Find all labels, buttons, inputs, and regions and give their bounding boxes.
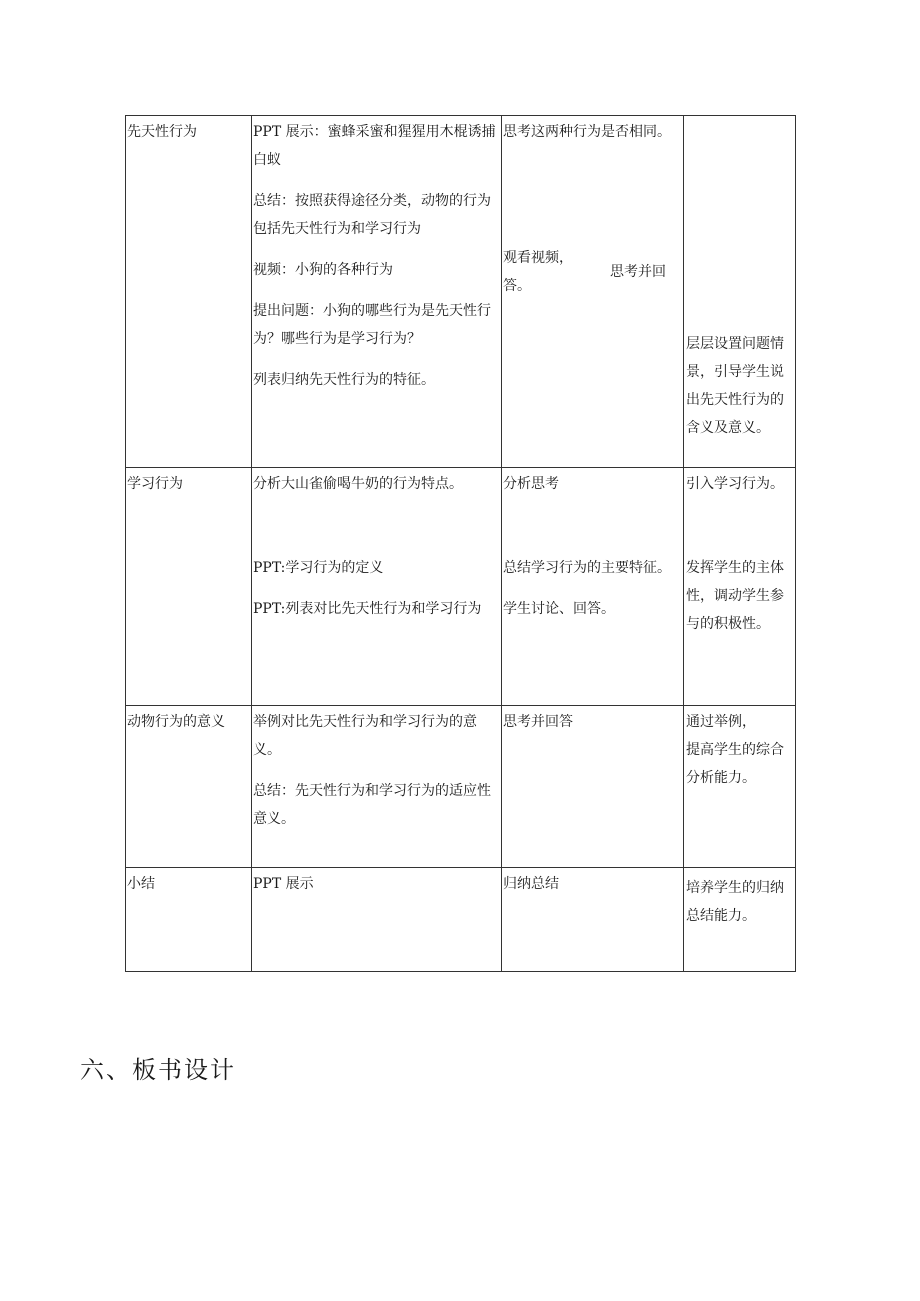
student-activity-cell xyxy=(502,706,684,868)
teacher-activity-text: 视频：小狗的各种行为 xyxy=(253,262,393,278)
section-heading: 六、板书设计 xyxy=(80,1056,236,1084)
student-activity-text: 观看视频， xyxy=(503,250,573,266)
topic-label: 动物行为的意义 xyxy=(127,714,225,730)
student-activity-text: 学生讨论、回答。 xyxy=(503,601,615,617)
student-activity-cell xyxy=(502,468,684,706)
student-activity-cell xyxy=(502,868,684,972)
teacher-activity-text: 分析大山雀偷喝牛奶的行为特点。 xyxy=(253,476,463,492)
table-row xyxy=(126,868,796,972)
teacher-activity-text: 总结：按照获得途径分类，动物的行为包括先天性行为和学习行为 xyxy=(253,193,491,237)
design-intent-text: 发挥学生的主体性，调动学生参与的积极性。 xyxy=(686,560,784,632)
teacher-activity-cell xyxy=(252,868,502,972)
teacher-activity-text: PPT:学习行为的定义 xyxy=(253,560,384,576)
teacher-activity-cell xyxy=(252,468,502,706)
student-activity-text: 答。 xyxy=(503,278,531,294)
topic-cell xyxy=(126,116,252,468)
lesson-plan-table xyxy=(125,115,796,972)
design-intent-text: 通过举例， xyxy=(686,714,756,730)
design-intent-text: 引入学习行为。 xyxy=(686,476,784,492)
design-intent-text: 培养学生的归纳总结能力。 xyxy=(686,880,784,924)
student-activity-text: 思考并回 xyxy=(610,264,666,280)
student-activity-group xyxy=(503,244,683,300)
topic-label: 小结 xyxy=(127,876,155,892)
design-intent-cell xyxy=(684,868,796,972)
teacher-activity-cell xyxy=(252,706,502,868)
student-activity-cell xyxy=(502,116,684,468)
design-intent-cell xyxy=(684,706,796,868)
design-intent-text: 层层设置问题情景，引导学生说出先天性行为的含义及意义。 xyxy=(686,336,784,436)
teacher-activity-cell xyxy=(252,116,502,468)
student-activity-text: 归纳总结 xyxy=(503,876,559,892)
student-activity-text: 分析思考 xyxy=(503,476,559,492)
design-intent-text: 提高学生的综合分析能力。 xyxy=(686,742,784,786)
teacher-activity-text: 提出问题：小狗的哪些行为是先天性行为？哪些行为是学习行为？ xyxy=(253,303,491,347)
topic-label: 先天性行为 xyxy=(127,124,197,140)
design-intent-cell xyxy=(684,116,796,468)
teacher-activity-text: PPT 展示 xyxy=(253,876,314,892)
teacher-activity-text: 列表归纳先天性行为的特征。 xyxy=(253,372,435,388)
topic-cell xyxy=(126,868,252,972)
topic-label: 学习行为 xyxy=(127,476,183,492)
teacher-activity-text: 举例对比先天性行为和学习行为的意义。 xyxy=(253,714,477,758)
teacher-activity-text: PPT:列表对比先天性行为和学习行为 xyxy=(253,601,482,617)
table-row xyxy=(126,706,796,868)
design-intent-cell xyxy=(684,468,796,706)
student-activity-text: 总结学习行为的主要特征。 xyxy=(503,560,671,576)
table-row xyxy=(126,116,796,468)
student-activity-text: 思考并回答 xyxy=(503,714,573,730)
topic-cell xyxy=(126,468,252,706)
teacher-activity-text: PPT 展示：蜜蜂采蜜和猩猩用木棍诱捕白蚁 xyxy=(253,124,496,168)
table-row xyxy=(126,468,796,706)
student-activity-text: 思考这两种行为是否相同。 xyxy=(503,124,671,140)
topic-cell xyxy=(126,706,252,868)
teacher-activity-text: 总结：先天性行为和学习行为的适应性意义。 xyxy=(253,783,491,827)
